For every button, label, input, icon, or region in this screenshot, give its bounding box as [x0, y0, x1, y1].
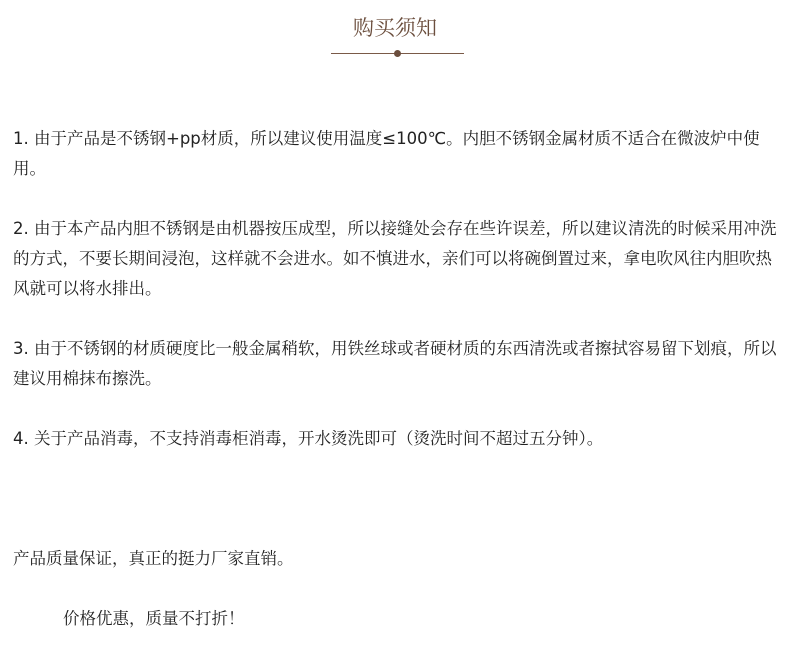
paragraph-spacer — [13, 394, 777, 424]
note-paragraph-1: 1. 由于产品是不锈钢+pp材质，所以建议使用温度≤100℃。内胆不锈钢金属材质不适合在微波炉中使用。 — [13, 129, 760, 178]
section-spacer — [13, 454, 777, 544]
quality-guarantee-text: 产品质量保证，真正的挺力厂家直销。 — [13, 549, 294, 568]
section-header — [0, 0, 790, 70]
price-note-text: 价格优惠，质量不打折！ — [63, 609, 245, 628]
note-paragraph-3: 3. 由于不锈钢的材质硬度比一般金属稍软，用铁丝球或者硬材质的东西清洗或者擦拭容易留下划痕，所以建议用棉抹布擦洗。 — [13, 339, 777, 388]
divider-dot — [394, 50, 401, 57]
notes-content — [13, 124, 777, 634]
note-paragraph-4: 4. 关于产品消毒，不支持消毒柜消毒，开水烫洗即可（烫洗时间不超过五分钟）。 — [13, 429, 604, 448]
note-paragraph-2: 2. 由于本产品内胆不锈钢是由机器按压成型，所以接缝处会存在些许误差，所以建议清洗的时候采用冲洗的方式，不要长期间浸泡，这样就不会进水。如不慎进水，亲们可以将碗倒置过来，拿电吹风往内胆吹热风就可以将水排出。 — [13, 219, 777, 298]
paragraph-spacer — [13, 184, 777, 214]
page-title: 购买须知 — [353, 16, 437, 40]
paragraph-spacer — [13, 574, 777, 604]
paragraph-spacer — [13, 304, 777, 334]
